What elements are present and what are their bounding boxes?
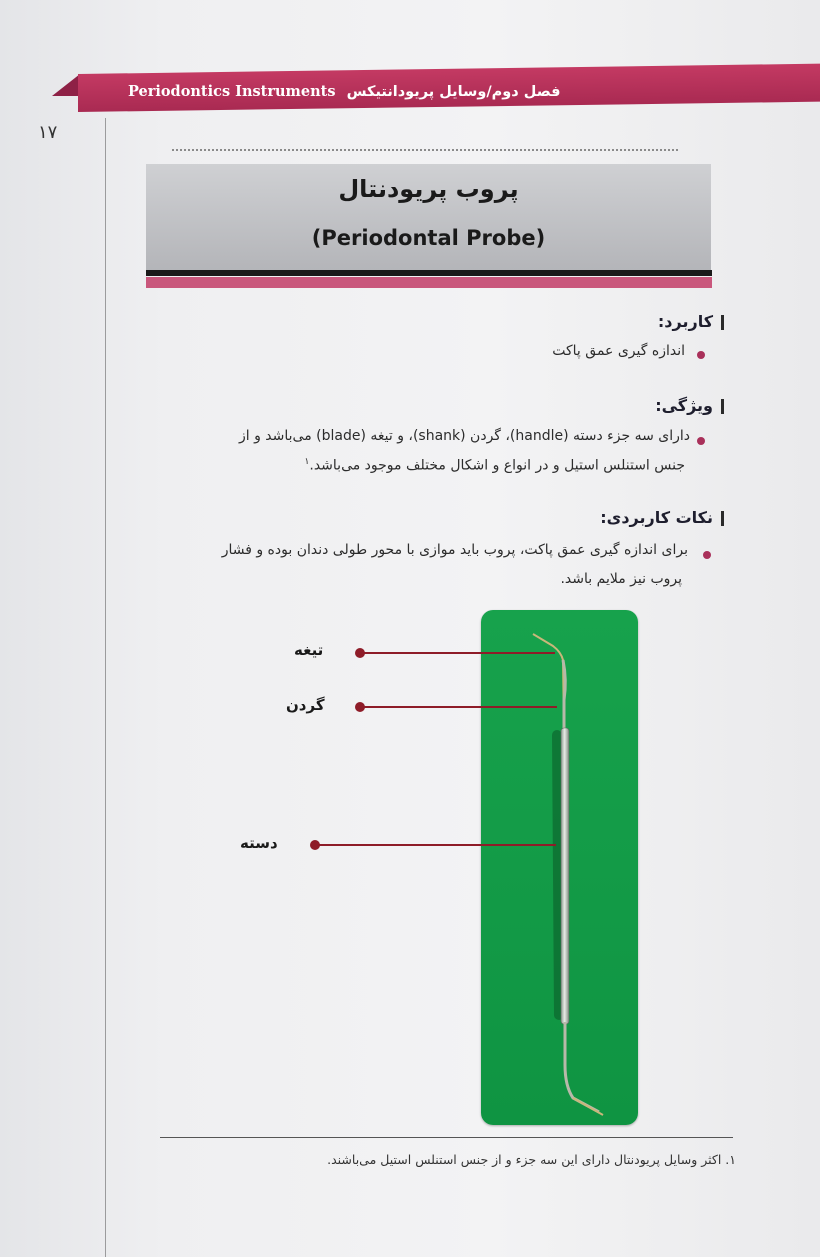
bullet-icon [697, 351, 705, 359]
page-title-persian: پروب پریودنتال [338, 175, 519, 203]
leader-line-shank [360, 706, 557, 708]
header-english: Periodontics Instruments [128, 83, 336, 100]
footnote-ref: ۱ [304, 457, 310, 467]
tips-line-2: پروب نیز ملایم باشد. [560, 571, 682, 587]
margin-rule [105, 118, 106, 1257]
heading-bar [721, 511, 724, 526]
usage-bullet: اندازه گیری عمق پاکت [552, 343, 685, 359]
features-line-1: دارای سه جزء دسته (handle)، گردن (shank)، و تیغه (blade) می‌باشد و از [238, 428, 690, 444]
label-blade: تیغه [294, 641, 324, 659]
header-notch [52, 74, 80, 96]
leader-line-blade [360, 652, 555, 654]
features-line-2-text: جنس استنلس استیل و در انواع و اشکال مختلف موجود می‌باشد. [309, 457, 685, 474]
footnote-rule [160, 1137, 733, 1138]
tips-heading [600, 508, 724, 527]
label-handle: دسته [240, 834, 278, 852]
page-number: ۱۷ [38, 122, 58, 143]
title-underline-pink [146, 277, 712, 288]
title-underline-black [146, 270, 712, 276]
heading-bar [721, 399, 724, 414]
tips-line-1: برای اندازه گیری عمق پاکت، پروب باید موازی با محور طولی دندان بوده و فشار [221, 542, 688, 558]
footnote: ۱. اکثر وسایل پریودنتال دارای این سه جزء و از جنس استنلس استیل می‌باشند. [327, 1152, 736, 1167]
chapter-header [128, 83, 688, 107]
heading-bar [721, 315, 724, 330]
usage-heading-text: کاربرد: [657, 312, 713, 331]
leader-line-handle [315, 844, 556, 846]
periodontal-probe-icon [481, 610, 638, 1125]
instrument-photo-panel [481, 610, 638, 1125]
label-shank: گردن [286, 696, 325, 714]
header-persian: فصل دوم/وسایل پریودانتیکس [346, 84, 561, 100]
page-title-english: (Periodontal Probe) [311, 226, 546, 250]
tips-heading-text: نکات کاربردی: [600, 508, 713, 527]
usage-heading [658, 312, 724, 331]
features-heading [655, 396, 724, 415]
features-line-2 [305, 457, 685, 474]
bullet-icon [697, 437, 705, 445]
features-heading-text: ویژگی: [655, 396, 713, 415]
dotted-divider [172, 149, 678, 151]
bullet-icon [703, 551, 711, 559]
